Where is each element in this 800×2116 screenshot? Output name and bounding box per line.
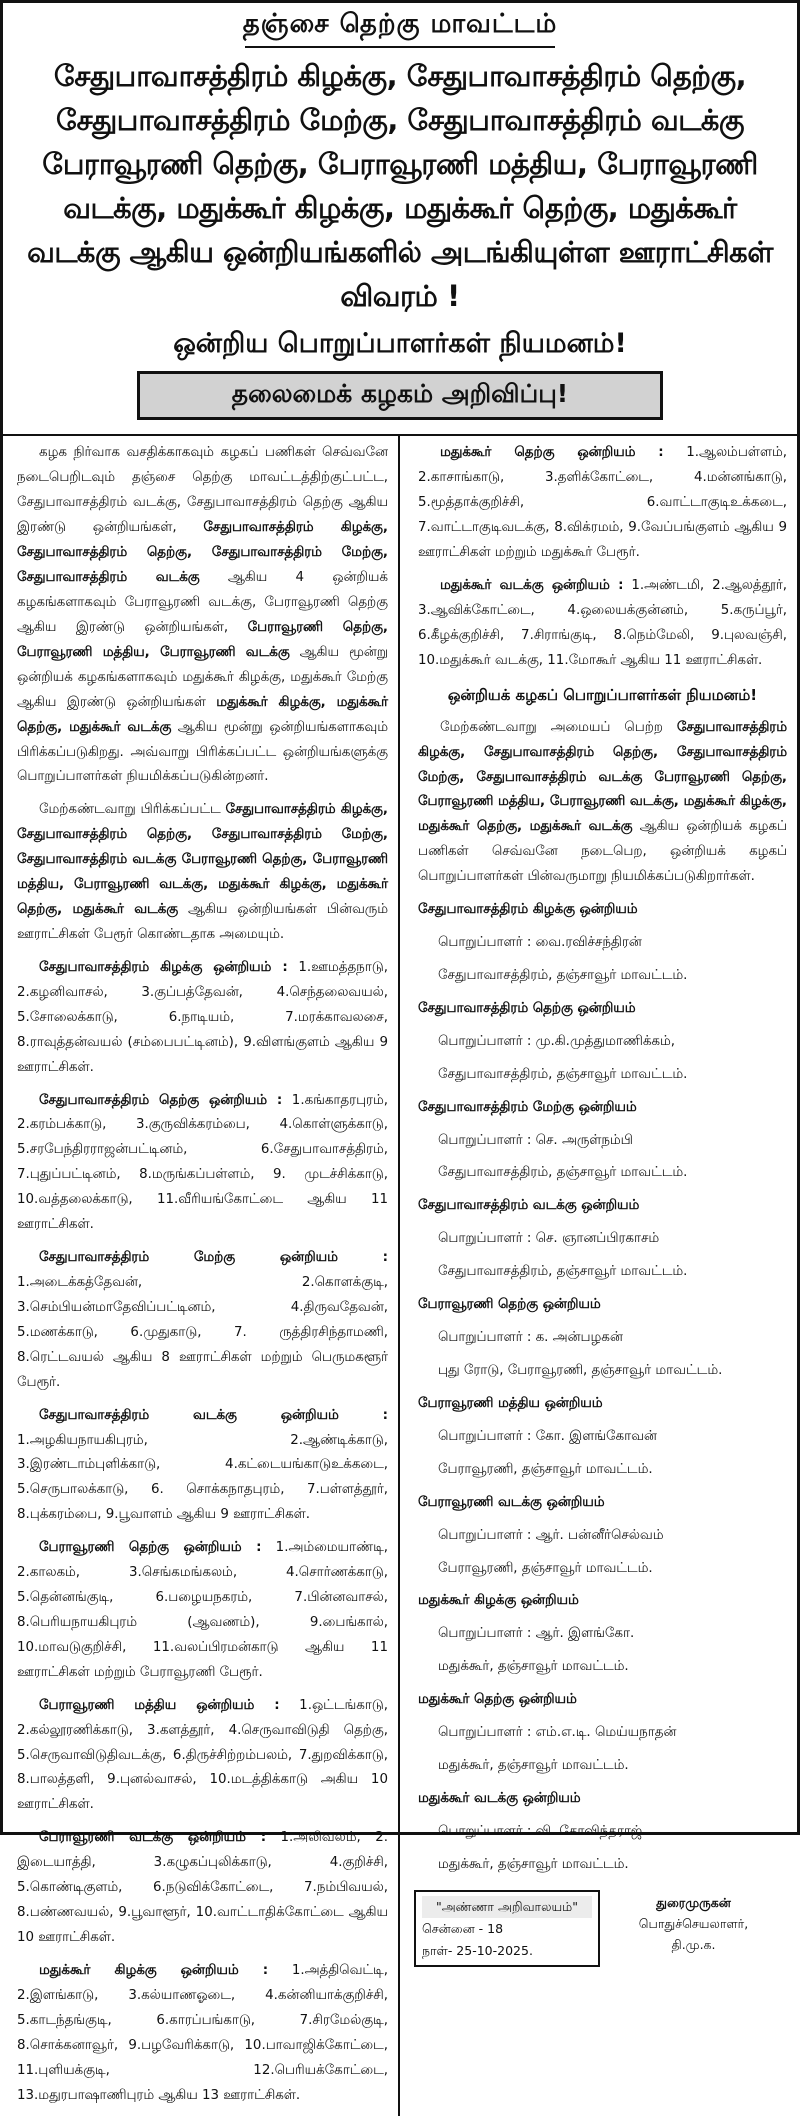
appointment-place: பேராவூரணி, தஞ்சாவூர் மாவட்டம்.: [437, 1461, 653, 1477]
signature-footer: [414, 1890, 787, 1968]
union-entry: [17, 1959, 388, 2109]
union-entry: [17, 1089, 388, 1239]
intro-text: ஆகிய 4 ஒன்றியக் கழகங்களாகவும் பேராவூரணி வடக்கு, பேராவூரணி தெற்கு ஆகிய இரண்டு ஒன்றியங்கள்,: [17, 570, 388, 635]
union-villages: 1.அத்திவெட்டி, 2.இளங்காடு, 3.கல்யாணஓடை, 4.கன்னியாக்குறிச்சி, 5.காடந்தங்குடி, 6.காரப்பங்காடு, 7.சிரமேல்குடி, 8.சொக்கனாவூர், 9.பழவேரிக்காடு, 10.பாவாஜிக்கோட்டை, 11.புளியக்குடி, 12.பெரியக்கோட்டை, 13.மதுரபாஷாணிபுரம் ஆகிய 13 ஊராட்சிகள்.: [17, 1962, 388, 2103]
appointment-person: பொறுப்பாளர் : கோ. இளங்கோவன்: [437, 1428, 657, 1444]
union-villages: 1.அம்மையாண்டி, 2.காலகம், 3.செங்கமங்கலம், 4.சொர்ணக்காடு, 5.தென்னங்குடி, 6.பழையநகரம், 7.பின்னவாசல், 8.பெரியநாயகிபுரம் (ஆவணம்), 9.பைங்கால், 10.மாவடுகுறிச்சி, 11.வலப்பிரமன்காடு ஆகிய 11 ஊராட்சிகள் மற்றும் பேராவூரணி பேரூர்.: [17, 1540, 388, 1680]
intro-text: ஆகிய ஒன்றியங்கள் பின்வரும் ஊராட்சிகள் பேரூர் கொண்டதாக அமையும்.: [17, 902, 388, 942]
intro-paragraph-2: [17, 798, 388, 948]
district-underline: [245, 46, 555, 48]
appointment-person: பொறுப்பாளர் : செ. அருள்நம்பி: [437, 1132, 633, 1148]
union-entry: [17, 1404, 388, 1529]
appointments-title: ஒன்றியக் கழகப் பொறுப்பாளர்கள் நியமனம்!: [447, 685, 758, 704]
appointment-place: மதுக்கூர், தஞ்சாவூர் மாவட்டம்.: [437, 1856, 629, 1872]
union-title: பேராவூரணி மத்திய ஒன்றியம் :: [39, 1697, 280, 1713]
appointment-union: பேராவூரணி வடக்கு ஒன்றியம்: [417, 1494, 605, 1510]
intro-unions-bold: மதுக்கூர் கிழக்கு, மதுக்கூர் தெற்கு, மதுக்கூர் வடக்கு: [17, 694, 388, 735]
intro-unions-bold: சேதுபாவாசத்திரம் கிழக்கு, சேதுபாவாசத்திரம் தெற்கு, சேதுபாவாசத்திரம் மேற்கு, சேதுபாவாசத்திரம் வடக்கு பேராவூரணி தெற்கு, பேராவூரணி மத்திய, பேராவூரணி வடக்கு, மதுக்கூர் கிழக்கு, மதுக்கூர் தெற்கு, மதுக்கூர் வடக்கு: [17, 802, 388, 918]
intro-unions-bold: சேதுபாவாசத்திரம் கிழக்கு, சேதுபாவாசத்திரம் தெற்கு, சேதுபாவாசத்திரம் மேற்கு, சேதுபாவாசத்திரம் வடக்கு: [17, 520, 388, 586]
appointment-union: மதுக்கூர் கிழக்கு ஒன்றியம்: [417, 1593, 579, 1609]
appointment-place: சேதுபாவாசத்திரம், தஞ்சாவூர் மாவட்டம்.: [437, 967, 688, 983]
appointment-person: பொறுப்பாளர் : வை.ரவிச்சந்திரன்: [437, 935, 642, 951]
intro-text: ஆகிய ஒன்றியக் கழகப் பணிகள் செவ்வனே நடைபெற, ஒன்றியக் கழகப் பொறுப்பாளர்கள் பின்வருமாறு நியமிக்கப்படுகிறார்கள்.: [417, 819, 787, 885]
appointment-block: [418, 1787, 787, 1878]
intro-text: மேற்கண்டவாறு பிரிக்கப்பட்ட: [39, 802, 221, 818]
intro-unions-bold: சேதுபாவாசத்திரம் கிழக்கு, சேதுபாவாசத்திரம் தெற்கு, சேதுபாவாசத்திரம் மேற்கு, சேதுபாவாசத்திரம் வடக்கு பேராவூரணி தெற்கு, பேராவூரணி மத்திய, பேராவூரணி வடக்கு, மதுக்கூர் கிழக்கு, மதுக்கூர் தெற்கு, மதுக்கூர் வடக்கு: [417, 719, 787, 835]
union-entry: [17, 1536, 388, 1686]
union-villages: 1.அடைக்கத்தேவன், 2.கொளக்குடி, 3.செம்பியன்மாதேவிப்பட்டினம், 4.திருவதேவன், 5.மணக்காடு, 6.முதுகாடு, 7. ருத்திரசிந்தாமணி, 8.ரெட்டவயல் ஆகிய 8 ஊராட்சிகள் மற்றும் பெருமகளூர் பேரூர்.: [17, 1274, 388, 1390]
signatory-name: துரைமுருகன்: [656, 1894, 731, 1910]
appointment-person: பொறுப்பாளர் : எம்.எ.டி. மெய்யநாதன்: [437, 1725, 677, 1741]
union-title: பேராவூரணி வடக்கு ஒன்றியம் :: [39, 1830, 267, 1846]
union-title: மதுக்கூர் வடக்கு ஒன்றியம் :: [439, 578, 624, 594]
appointment-block: [418, 1688, 787, 1779]
union-title: சேதுபாவாசத்திரம் தெற்கு ஒன்றியம் :: [39, 1092, 283, 1108]
appointment-person: பொறுப்பாளர் : ஆர். பன்னீர்செல்வம்: [437, 1527, 664, 1543]
appointment-block: [418, 1491, 787, 1582]
appointment-place: சேதுபாவாசத்திரம், தஞ்சாவூர் மாவட்டம்.: [437, 1264, 688, 1280]
appointment-block: [418, 1194, 787, 1285]
union-villages: 1.அண்டமி, 2.ஆலத்தூர், 3.ஆவிக்கோட்டை, 4.ஒலையக்குன்னம், 5.கருப்பூர், 6.கீழக்குறிச்சி, 7.சிராங்குடி, 8.நெம்மேலி, 9.புலவஞ்சி, 10.மதுக்கூர் வடக்கு, 11.மோகூர் ஆகிய 11 ஊராட்சிகள்.: [417, 578, 787, 668]
appointments-intro: [418, 716, 787, 890]
union-title: சேதுபாவாசத்திரம் கிழக்கு ஒன்றியம் :: [39, 959, 288, 975]
union-villages: 1.ஊமத்தநாடு, 2.கழனிவாசல், 3.குப்பத்தேவன், 4.செந்தலைவயல், 5.சோலைக்காடு, 6.நாடியம், 7.மரக்காவலசை, 8.ராவுத்தன்வயல் (சம்பைபட்டினம்), 9.விளங்குளம் ஆகிய 9 ஊராட்சிகள்.: [17, 959, 388, 1075]
union-entry: [17, 1826, 388, 1951]
union-villages: 1.ஒட்டங்காடு, 2.கல்லூரணிக்காடு, 3.களத்தூர், 4.செருவாவிடுதி தெற்கு, 5.செருவாவிடுதிவடக்கு, 6.திருச்சிற்றம்பலம், 7.துறவிக்காடு, 8.பாலத்தளி, 9.புனல்வாசல், 10.மடத்திக்காடு அகிய 10 ஊராட்சிகள்.: [17, 1697, 388, 1813]
union-title: மதுக்கூர் தெற்கு ஒன்றியம் :: [439, 445, 664, 461]
district-title: தஞ்சை தெற்கு மாவட்டம்: [242, 9, 558, 39]
union-villages: 1.ஆலம்பள்ளம், 2.காசாங்காடு, 3.தளிக்கோட்டை, 4.மன்னங்காடு, 5.மூத்தாக்குறிச்சி, 6.வாட்டாகுடிஉக்கடை, 7.வாட்டாகுடிவடக்கு, 8.விக்ரமம், 9.வேப்பங்குளம் ஆகிய 9 ஊராட்சிகள் மற்றும் மதுக்கூர் பேரூர்.: [417, 445, 787, 561]
appointment-person: பொறுப்பாளர் : செ. ஞானப்பிரகாசம்: [437, 1231, 660, 1247]
intro-paragraph-1: [17, 441, 388, 790]
appointment-place: சேதுபாவாசத்திரம், தஞ்சாவூர் மாவட்டம்.: [437, 1165, 688, 1181]
body-columns: [3, 434, 797, 2116]
right-column: [400, 436, 797, 2116]
appointment-union: பேராவூரணி தெற்கு ஒன்றியம்: [417, 1297, 601, 1313]
appointment-union: மதுக்கூர் தெற்கு ஒன்றியம்: [417, 1692, 577, 1708]
office-box: [414, 1890, 600, 1968]
subheadline: ஒன்றிய பொறுப்பாளர்கள் நியமனம்!: [173, 328, 627, 360]
appointment-place: சேதுபாவாசத்திரம், தஞ்சாவூர் மாவட்டம்.: [437, 1066, 688, 1082]
headline: சேதுபாவாசத்திரம் கிழக்கு, சேதுபாவாசத்திரம் தெற்கு, சேதுபாவாசத்திரம் மேற்கு, சேதுபாவாசத்திரம் வடக்கு பேராவூரணி தெற்கு, பேராவூரணி மத்திய, பேராவூரணி வடக்கு, மதுக்கூர் கிழக்கு, மதுக்கூர் தெற்கு, மதுக்கூர் வடக்கு ஆகிய ஒன்றியங்களில் அடங்கியுள்ள ஊராட்சிகள் விவரம் !: [27, 59, 773, 314]
union-villages: 1.அழகியநாயகிபுரம், 2.ஆண்டிக்காடு, 3.இரண்டாம்புளிக்காடு, 4.கட்டையங்காடுஉக்கடை, 5.செருபாலக்காடு, 6. சொக்கநாதபுரம், 7.பள்ளத்தூர், 8.புக்கரம்பை, 9.பூவாளம் ஆகிய 9 ஊராட்சிகள்.: [17, 1432, 388, 1523]
appointment-block: [418, 898, 787, 989]
union-title: சேதுபாவாசத்திரம் வடக்கு ஒன்றியம் :: [39, 1407, 388, 1423]
appointment-union: பேராவூரணி மத்திய ஒன்றியம்: [417, 1395, 603, 1411]
signatory: [600, 1890, 787, 1968]
appointment-union: மதுக்கூர் வடக்கு ஒன்றியம்: [417, 1791, 581, 1806]
appointment-union: சேதுபாவாசத்திரம் வடக்கு ஒன்றியம்: [417, 1198, 640, 1214]
appointment-place: மதுக்கூர், தஞ்சாவூர் மாவட்டம்.: [437, 1659, 629, 1675]
signatory-designation: பொதுச்செயலாளர்,: [638, 1916, 749, 1932]
left-column: [3, 436, 400, 2116]
appointment-place: பேராவூரணி, தஞ்சாவூர் மாவட்டம்.: [437, 1560, 653, 1576]
announcement-banner: தலைமைக் கழகம் அறிவிப்பு!: [137, 371, 663, 420]
appointment-union: சேதுபாவாசத்திரம் தெற்கு ஒன்றியம்: [417, 1000, 636, 1016]
union-entry: [418, 441, 787, 566]
appointment-person: பொறுப்பாளர் : க. அன்பழகன்: [437, 1330, 623, 1346]
appointment-place: புது ரோடு, பேராவூரணி, தஞ்சாவூர் மாவட்டம்.: [437, 1363, 723, 1379]
office-city: சென்னை - 18: [421, 1920, 504, 1936]
appointment-block: [418, 1589, 787, 1680]
appointment-block: [418, 1293, 787, 1384]
union-entry: [17, 1246, 388, 1396]
party-name: தி.மு.க.: [671, 1937, 716, 1953]
appointment-person: பொறுப்பாளர் : மு.கி.முத்துமாணிக்கம்,: [437, 1033, 675, 1049]
office-name: "அண்ணா அறிவாலயம்": [422, 1896, 592, 1918]
appointment-block: [418, 997, 787, 1088]
intro-unions-bold: பேராவூரணி தெற்கு, பேராவூரணி மத்திய, பேராவூரணி வடக்கு: [17, 619, 388, 660]
notice-date: நாள்- 25-10-2025.: [421, 1942, 533, 1958]
union-entry: [17, 956, 388, 1081]
intro-text: மேற்கண்டவாறு அமையப் பெற்ற: [439, 719, 663, 735]
appointment-union: சேதுபாவாசத்திரம் மேற்கு ஒன்றியம்: [417, 1099, 637, 1115]
union-entry: [418, 574, 787, 674]
union-title: மதுக்கூர் கிழக்கு ஒன்றியம் :: [39, 1962, 269, 1978]
union-title: பேராவூரணி தெற்கு ஒன்றியம் :: [39, 1540, 262, 1556]
appointment-place: மதுக்கூர், தஞ்சாவூர் மாவட்டம்.: [437, 1758, 629, 1774]
intro-text: ஆகிய மூன்று ஒன்றியங்களாகவும் பிரிக்கப்படுகிறது. அவ்வாறு பிரிக்கப்பட்ட ஒன்றியங்களுக்கு பொறுப்பாளர்கள் நியமிக்கப்படுகின்றனர்.: [17, 719, 388, 785]
union-villages: 1.அலிவலம், 2. இடையாத்தி, 3.கழுகப்புலிக்காடு, 4.குறிச்சி, 5.கொண்டிகுளம், 6.நடுவிக்கோட்டை, 7.நம்பிவயல், 8.பண்ணவயல், 9.பூவாளூர், 10.வாட்டாதிக்கோட்டை ஆகிய 10 ஊராட்சிகள்.: [17, 1830, 388, 1946]
union-title: சேதுபாவாசத்திரம் மேற்கு ஒன்றியம் :: [39, 1250, 388, 1266]
union-entry: [17, 1694, 388, 1819]
appointment-person: பொறுப்பாளர் : ஆர். இளங்கோ.: [437, 1626, 635, 1642]
appointment-person: பொறுப்பாளர் : வி. கோவிந்தராஜ்: [437, 1823, 643, 1839]
appointment-union: சேதுபாவாசத்திரம் கிழக்கு ஒன்றியம்: [417, 902, 638, 918]
intro-text: ஆகிய மூன்று ஒன்றியக் கழகங்களாகவும் மதுக்கூர் கிழக்கு, மதுக்கூர் மேற்கு ஆகிய இரண்டு ஒன்றியங்கள்: [17, 644, 388, 710]
appointment-block: [418, 1096, 787, 1187]
union-villages: 1.கங்காதரபுரம், 2.கரம்பக்காடு, 3.குருவிக்கரம்பை, 4.கொள்ளுக்காடு, 5.சரபேந்திரராஜன்பட்டினம், 6.சேதுபாவாசத்திரம், 7.புதுப்பட்டினம், 8.மருங்கப்பள்ளம், 9. முடச்சிக்காடு, 10.வத்தலைக்காடு, 11.வீரியங்கோட்டை ஆகிய 11 ஊராட்சிகள்.: [17, 1092, 388, 1233]
appointment-block: [418, 1392, 787, 1483]
intro-text: கழக நிர்வாக வசதிக்காகவும் கழகப் பணிகள் செவ்வனே நடைபெறிடவும் தஞ்சை தெற்கு மாவட்டத்திற்குட்பட்ட, சேதுபாவாசத்திரம் வடக்கு, சேதுபாவாசத்திரம் தெற்கு ஆகிய இரண்டு ஒன்றியங்கள்,: [17, 445, 388, 536]
